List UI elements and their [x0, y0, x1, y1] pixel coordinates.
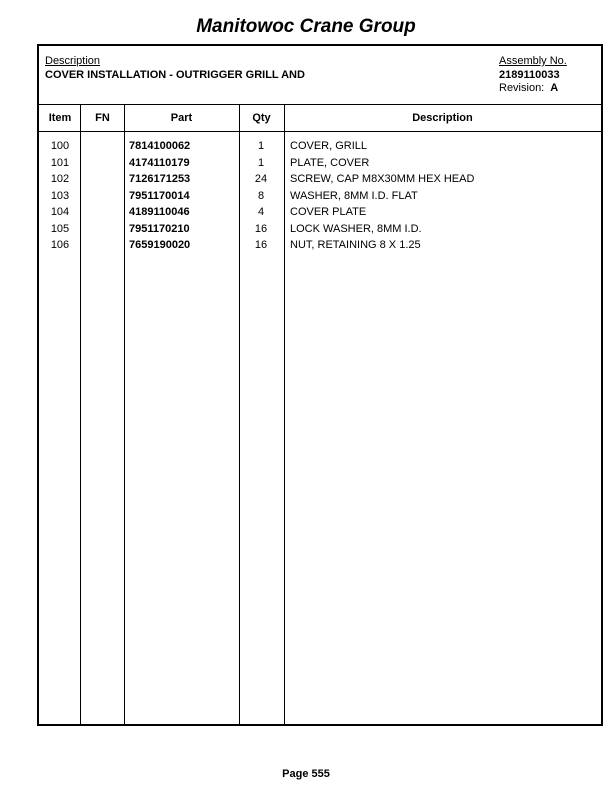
item-cell: 106 [50, 239, 70, 251]
item-cell: 105 [50, 222, 70, 235]
part-cell: 7126171253 [129, 173, 191, 185]
column-header-item: Item [48, 112, 72, 124]
part-cell: 7951170014 [129, 189, 190, 202]
item-cell: 100 [50, 140, 70, 152]
column-header-description: Description [412, 112, 473, 124]
table-row [39, 239, 601, 256]
description-cell: WASHER, 8MM I.D. FLAT [290, 189, 418, 202]
qty-cell: 1 [257, 156, 265, 169]
page-number: Page 555 [282, 768, 330, 780]
qty-cell: 16 [254, 222, 268, 235]
parts-table-body [39, 140, 601, 256]
description-label: Description [45, 55, 101, 67]
table-row [39, 140, 601, 157]
assembly-header [39, 46, 601, 105]
document-title: Manitowoc Crane Group [196, 16, 416, 37]
description-cell: LOCK WASHER, 8MM I.D. [290, 222, 422, 235]
assembly-number-value: 2189110033 [499, 69, 560, 81]
part-cell: 7659190020 [129, 239, 191, 251]
revision [499, 82, 558, 94]
table-row [39, 190, 601, 207]
description-cell: COVER, GRILL [290, 140, 368, 152]
revision-label: Revision: [499, 82, 545, 94]
table-row [39, 173, 601, 190]
description-cell: PLATE, COVER [290, 156, 370, 169]
qty-cell: 4 [257, 206, 265, 218]
qty-cell: 1 [257, 140, 265, 152]
revision-value: A [550, 82, 559, 94]
item-cell: 103 [50, 189, 70, 202]
table-row [39, 206, 601, 223]
part-cell: 7814100062 [129, 140, 191, 152]
part-cell: 7951170210 [129, 222, 190, 235]
description-cell: NUT, RETAINING 8 X 1.25 [290, 239, 421, 251]
column-header-part: Part [170, 112, 193, 124]
column-header-qty: Qty [252, 112, 271, 124]
assembly-number-label: Assembly No. [499, 55, 567, 67]
table-row [39, 223, 601, 240]
qty-cell: 8 [257, 189, 265, 202]
column-header-fn: FN [95, 112, 110, 124]
item-cell: 104 [50, 206, 70, 218]
table-row [39, 157, 601, 174]
item-cell: 102 [50, 173, 70, 185]
description-value: COVER INSTALLATION - OUTRIGGER GRILL AND [45, 69, 305, 81]
parts-list-frame [37, 44, 603, 726]
qty-cell: 24 [254, 173, 268, 185]
description-cell: COVER PLATE [290, 206, 367, 218]
part-cell: 4174110179 [129, 156, 190, 169]
part-cell: 4189110046 [129, 206, 190, 218]
qty-cell: 16 [254, 239, 268, 251]
description-cell: SCREW, CAP M8X30MM HEX HEAD [290, 173, 475, 185]
item-cell: 101 [50, 156, 70, 169]
